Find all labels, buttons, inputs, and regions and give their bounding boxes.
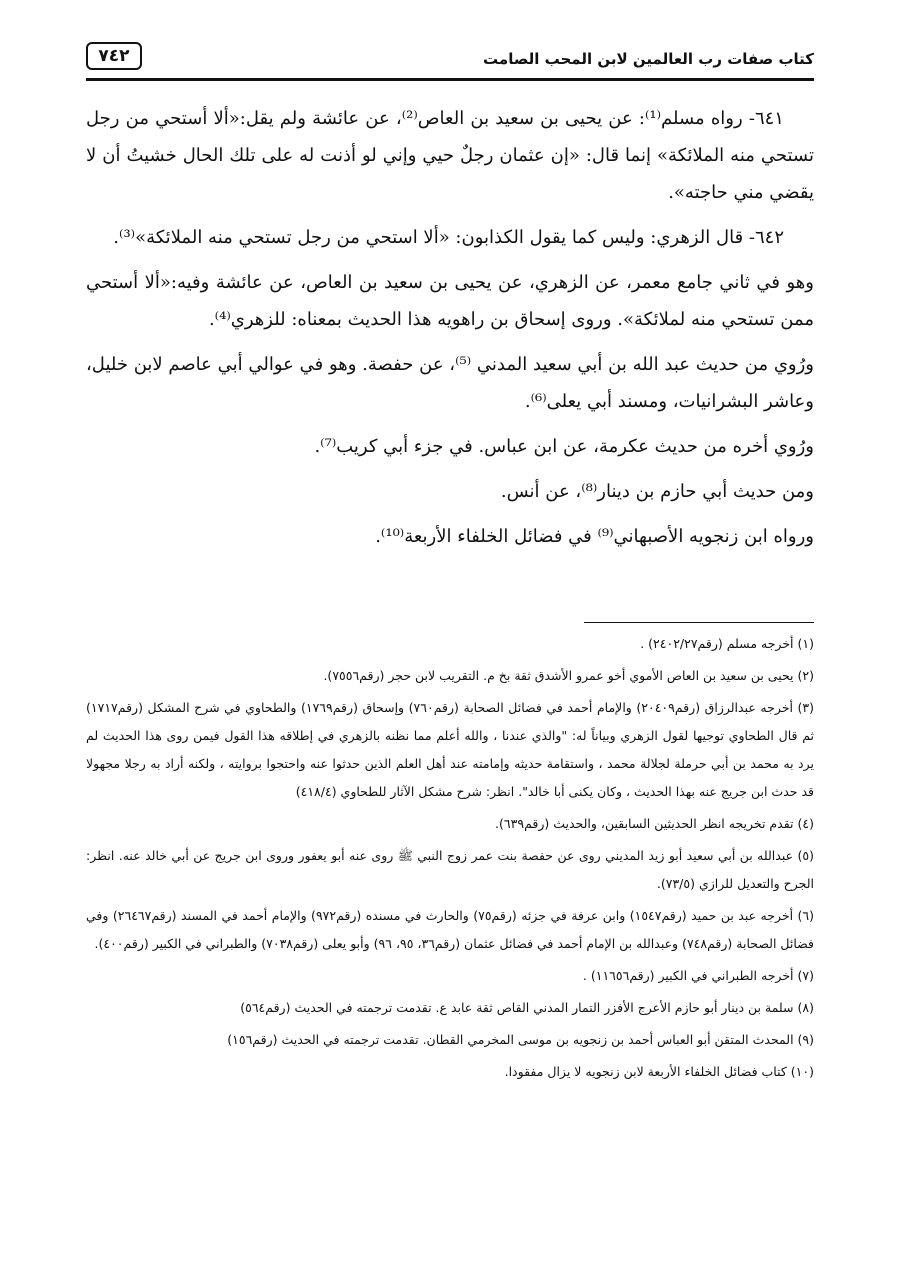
paragraph-ikrima: ورُوي أخره من حديث عكرمة، عن ابن عباس. في جزء أبي كريب⁽⁷⁾.	[314, 436, 814, 457]
footnote-2: (٢) يحيى بن سعيد بن العاص الأموي أخو عمرو الأشدق ثقة بخ م. التقريب لابن حجر (رقم٧٥٥٦).	[323, 668, 814, 683]
footnotes	[86, 630, 814, 1090]
book-title: كتاب صفات رب العالمين لابن المحب الصامت	[483, 50, 814, 68]
paragraph-anas: ومن حديث أبي حازم بن دينار⁽⁸⁾، عن أنس.	[500, 481, 814, 502]
footnote-5: (٥) عبدالله بن أبي سعيد أبو زيد المديني روى عن حفصة بنت عمر زوج النبي ﷺ روى عنه أبو يعفور وروى ابن جريج عن أبي خالد عنه. انظر: الجرح والتعديل للرازي (٧٣/٥).	[86, 848, 814, 891]
page-header	[86, 40, 814, 82]
footnote-10: (١٠) كتاب فضائل الخلفاء الأربعة لابن زنجويه لا يزال مفقودا.	[504, 1064, 814, 1079]
page-number: ٧٤٢	[86, 42, 142, 70]
footnote-4: (٤) تقدم تخريجه انظر الحديثين السابقين، والحديث (رقم٦٣٩).	[495, 816, 814, 831]
footnote-9: (٩) المحدث المتقن أبو العباس أحمد بن زنجويه بن موسى المخرمي القطان. تقدمت ترجمته في الحديث (رقم١٥٦)	[227, 1032, 814, 1047]
header-rule	[86, 78, 814, 81]
footnote-7: (٧) أخرجه الطبراني في الكبير (رقم١١٦٥٦) .	[582, 968, 814, 983]
paragraph-641: ٦٤١- رواه مسلم⁽¹⁾: عن يحيى بن سعيد بن العاص⁽²⁾، عن عائشة ولم يقل:«ألا أستحي من رجل تستحي منه الملائكة» إنما قال: «إن عثمان رجلٌ حيي وإني لو أذنت له على تلك الحال خشيتُ أن لا يقضي مني حاجته».	[86, 108, 814, 203]
footnote-3: (٣) أخرجه عبدالرزاق (رقم٢٠٤٠٩) والإمام أحمد في فضائل الصحابة (رقم٧٦٠) وإسحاق (رقم١٧٦٩) والطحاوي في شرح المشكل (رقم١٧١٧) ثم قال الطحاوي توجيها لقول الزهري وبياناً له: "والذي عندنا ، والله أعلم مما نظنه بالزهري في إطلاقه هذا القول فيمن روى هذا الحديث لم يرد به محمد بن أبي حرملة لجلالة محمد ، واستقامة حديثه وإمامته عند أهل العلم الذين حدثوا عنه واحتجوا بروايته ، ولكنه أراد به رجلا مجهولا قد حدث ابن جريج عنه بهذا الحديث ، وكان يكنى أبا خالد". انظر: شرح مشكل الآثار للطحاوي (٤١٨/٤)	[86, 700, 814, 799]
footnote-separator	[584, 622, 814, 623]
paragraph-hafsa: ورُوي من حديث عبد الله بن أبي سعيد المدني ⁽⁵⁾، عن حفصة. وهو في عوالي أبي عاصم لابن خليل، وعاشر البشرانيات، ومسند أبي يعلى⁽⁶⁾.	[86, 354, 814, 412]
paragraph-zanjawayh: ورواه ابن زنجويه الأصبهاني⁽⁹⁾ في فضائل الخلفاء الأربعة⁽¹⁰⁾.	[375, 526, 814, 547]
footnote-8: (٨) سلمة بن دينار أبو حازم الأعرج الأفزر التمار المدني القاص ثقة عابد ع. تقدمت ترجمته في الحديث (رقم٥٦٤)	[240, 1000, 814, 1015]
main-text	[86, 100, 814, 563]
footnote-1: (١) أخرجه مسلم (رقم٢٤٠٢/٢٧) .	[640, 636, 814, 651]
paragraph-642: ٦٤٢- قال الزهري: وليس كما يقول الكذابون: «ألا استحي من رجل تستحي منه الملائكة»⁽³⁾.	[113, 227, 784, 248]
footnote-6: (٦) أخرجه عبد بن حميد (رقم١٥٤٧) وابن عرفة في جزئه (رقم٧٥) والحارث في مسنده (رقم٩٧٢) والإمام أحمد في المسند (رقم٢٦٤٦٧) وفي فضائل الصحابة (رقم٧٤٨) وعبدالله بن الإمام أحمد في فضائل عثمان (رقم٣٦، ٩٥، ٩٦) وأبو يعلى (رقم٧٠٣٨) والطبراني في الكبير (رقم٤٠٠).	[86, 908, 815, 951]
paragraph-maamar: وهو في ثاني جامع معمر، عن الزهري، عن يحيى بن سعيد بن العاص، عن عائشة وفيه:«ألا أستحي ممن تستحي منه لملائكة». وروى إسحاق بن راهويه هذا الحديث بمعناه: للزهري⁽⁴⁾.	[86, 272, 814, 330]
